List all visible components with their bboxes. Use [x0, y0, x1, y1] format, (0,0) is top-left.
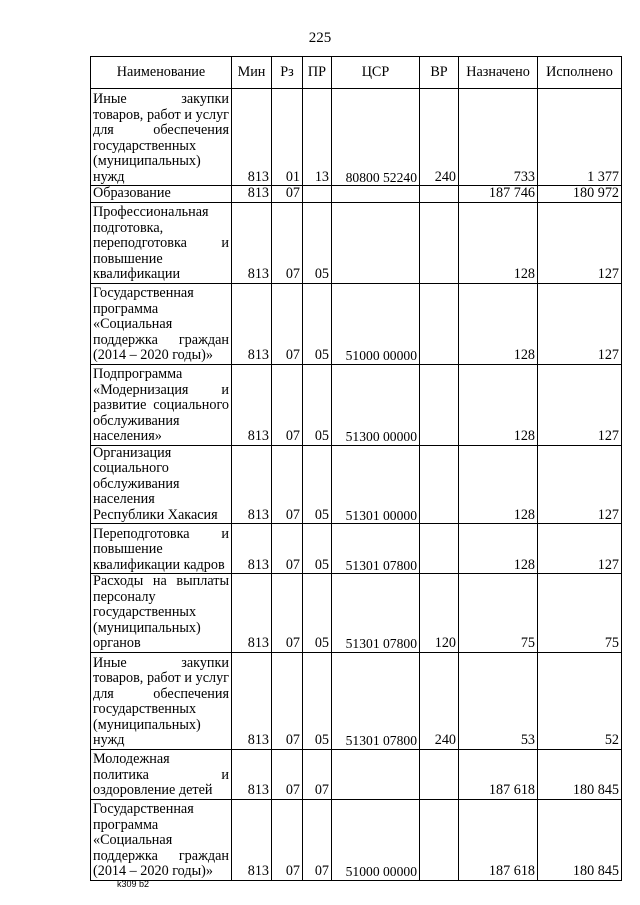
row-vr: 240: [420, 652, 459, 749]
row-csr: 51000 00000: [332, 283, 420, 364]
row-executed: 1 377: [538, 89, 622, 186]
row-vr: [420, 799, 459, 880]
row-vr: [420, 202, 459, 283]
row-min: 813: [232, 574, 272, 653]
table-header-row: [91, 57, 622, 89]
row-name: Переподготовка и повышение квалификации кадров: [91, 524, 232, 574]
header-vr: ВР: [420, 57, 459, 89]
row-executed: 127: [538, 445, 622, 524]
row-vr: [420, 524, 459, 574]
row-pr: 05: [303, 652, 332, 749]
row-rz: 01: [272, 89, 303, 186]
row-rz: 07: [272, 749, 303, 799]
row-min: 813: [232, 799, 272, 880]
footer-code: k309 b2: [117, 879, 150, 889]
row-csr: [332, 186, 420, 203]
row-vr: [420, 283, 459, 364]
row-rz: 07: [272, 186, 303, 203]
row-assigned: 128: [459, 445, 538, 524]
row-assigned: 128: [459, 364, 538, 445]
row-pr: 05: [303, 574, 332, 653]
row-name: Молодежная политика и оздоровление детей: [91, 749, 232, 799]
row-executed: 75: [538, 574, 622, 653]
header-pr: ПР: [303, 57, 332, 89]
row-assigned: 75: [459, 574, 538, 653]
row-rz: 07: [272, 652, 303, 749]
header-name: Наименование: [91, 57, 232, 89]
row-pr: 07: [303, 799, 332, 880]
table-row: [91, 89, 622, 186]
row-pr: 05: [303, 364, 332, 445]
row-min: 813: [232, 445, 272, 524]
row-csr: 80800 52240: [332, 89, 420, 186]
row-assigned: 128: [459, 283, 538, 364]
row-csr: 51000 00000: [332, 799, 420, 880]
row-rz: 07: [272, 283, 303, 364]
row-pr: [303, 186, 332, 203]
header-rz: Рз: [272, 57, 303, 89]
row-assigned: 187 746: [459, 186, 538, 203]
row-assigned: 187 618: [459, 749, 538, 799]
row-executed: 127: [538, 364, 622, 445]
row-min: 813: [232, 283, 272, 364]
row-assigned: 128: [459, 202, 538, 283]
row-csr: 51301 07800: [332, 524, 420, 574]
table-row: [91, 524, 622, 574]
row-name: Иные закупки товаров, работ и услуг для обеспечения государственных (муниципальных) нужд: [91, 652, 232, 749]
row-assigned: 53: [459, 652, 538, 749]
row-name: Иные закупки товаров, работ и услуг для обеспечения государственных (муниципальных) нужд: [91, 89, 232, 186]
row-pr: 05: [303, 202, 332, 283]
row-name: Расходы на выплаты персоналу государственных (муниципальных) органов: [91, 574, 232, 653]
row-rz: 07: [272, 574, 303, 653]
row-csr: 51300 00000: [332, 364, 420, 445]
row-executed: 180 972: [538, 186, 622, 203]
page-number: 225: [308, 30, 332, 46]
table-row: [91, 202, 622, 283]
header-csr: ЦСР: [332, 57, 420, 89]
row-pr: 13: [303, 89, 332, 186]
row-executed: 127: [538, 202, 622, 283]
row-name: Образование: [91, 186, 232, 203]
row-min: 813: [232, 89, 272, 186]
row-vr: 240: [420, 89, 459, 186]
row-pr: 05: [303, 283, 332, 364]
row-min: 813: [232, 364, 272, 445]
table-row: [91, 749, 622, 799]
row-rz: 07: [272, 524, 303, 574]
row-min: 813: [232, 202, 272, 283]
budget-table: [90, 56, 622, 881]
row-executed: 180 845: [538, 799, 622, 880]
row-vr: [420, 749, 459, 799]
row-pr: 05: [303, 445, 332, 524]
header-executed: Исполнено: [538, 57, 622, 89]
row-rz: 07: [272, 445, 303, 524]
row-vr: 120: [420, 574, 459, 653]
row-vr: [420, 186, 459, 203]
row-rz: 07: [272, 799, 303, 880]
row-pr: 05: [303, 524, 332, 574]
row-min: 813: [232, 652, 272, 749]
header-min: Мин: [232, 57, 272, 89]
table-row: [91, 574, 622, 653]
table-row: [91, 652, 622, 749]
row-name: Государственная программа «Социальная поддержка граждан (2014 – 2020 годы)»: [91, 799, 232, 880]
row-pr: 07: [303, 749, 332, 799]
table-row: [91, 445, 622, 524]
row-name: Организация социального обслуживания населения Республики Хакасия: [91, 445, 232, 524]
header-assigned: Назначено: [459, 57, 538, 89]
row-csr: 51301 07800: [332, 652, 420, 749]
row-name: Подпрограмма «Модернизация и развитие социального обслуживания населения»: [91, 364, 232, 445]
row-assigned: 733: [459, 89, 538, 186]
row-rz: 07: [272, 364, 303, 445]
row-vr: [420, 445, 459, 524]
row-assigned: 187 618: [459, 799, 538, 880]
row-csr: 51301 07800: [332, 574, 420, 653]
row-name: Государственная программа «Социальная поддержка граждан (2014 – 2020 годы)»: [91, 283, 232, 364]
row-min: 813: [232, 524, 272, 574]
row-vr: [420, 364, 459, 445]
row-csr: 51301 00000: [332, 445, 420, 524]
row-csr: [332, 749, 420, 799]
row-executed: 127: [538, 524, 622, 574]
table-row: [91, 364, 622, 445]
row-min: 813: [232, 749, 272, 799]
row-executed: 180 845: [538, 749, 622, 799]
table-row: [91, 799, 622, 880]
row-rz: 07: [272, 202, 303, 283]
table-row: [91, 283, 622, 364]
row-csr: [332, 202, 420, 283]
row-executed: 127: [538, 283, 622, 364]
row-executed: 52: [538, 652, 622, 749]
row-assigned: 128: [459, 524, 538, 574]
row-min: 813: [232, 186, 272, 203]
table-row: [91, 186, 622, 203]
row-name: Профессиональная подготовка, переподготовка и повышение квалификации: [91, 202, 232, 283]
